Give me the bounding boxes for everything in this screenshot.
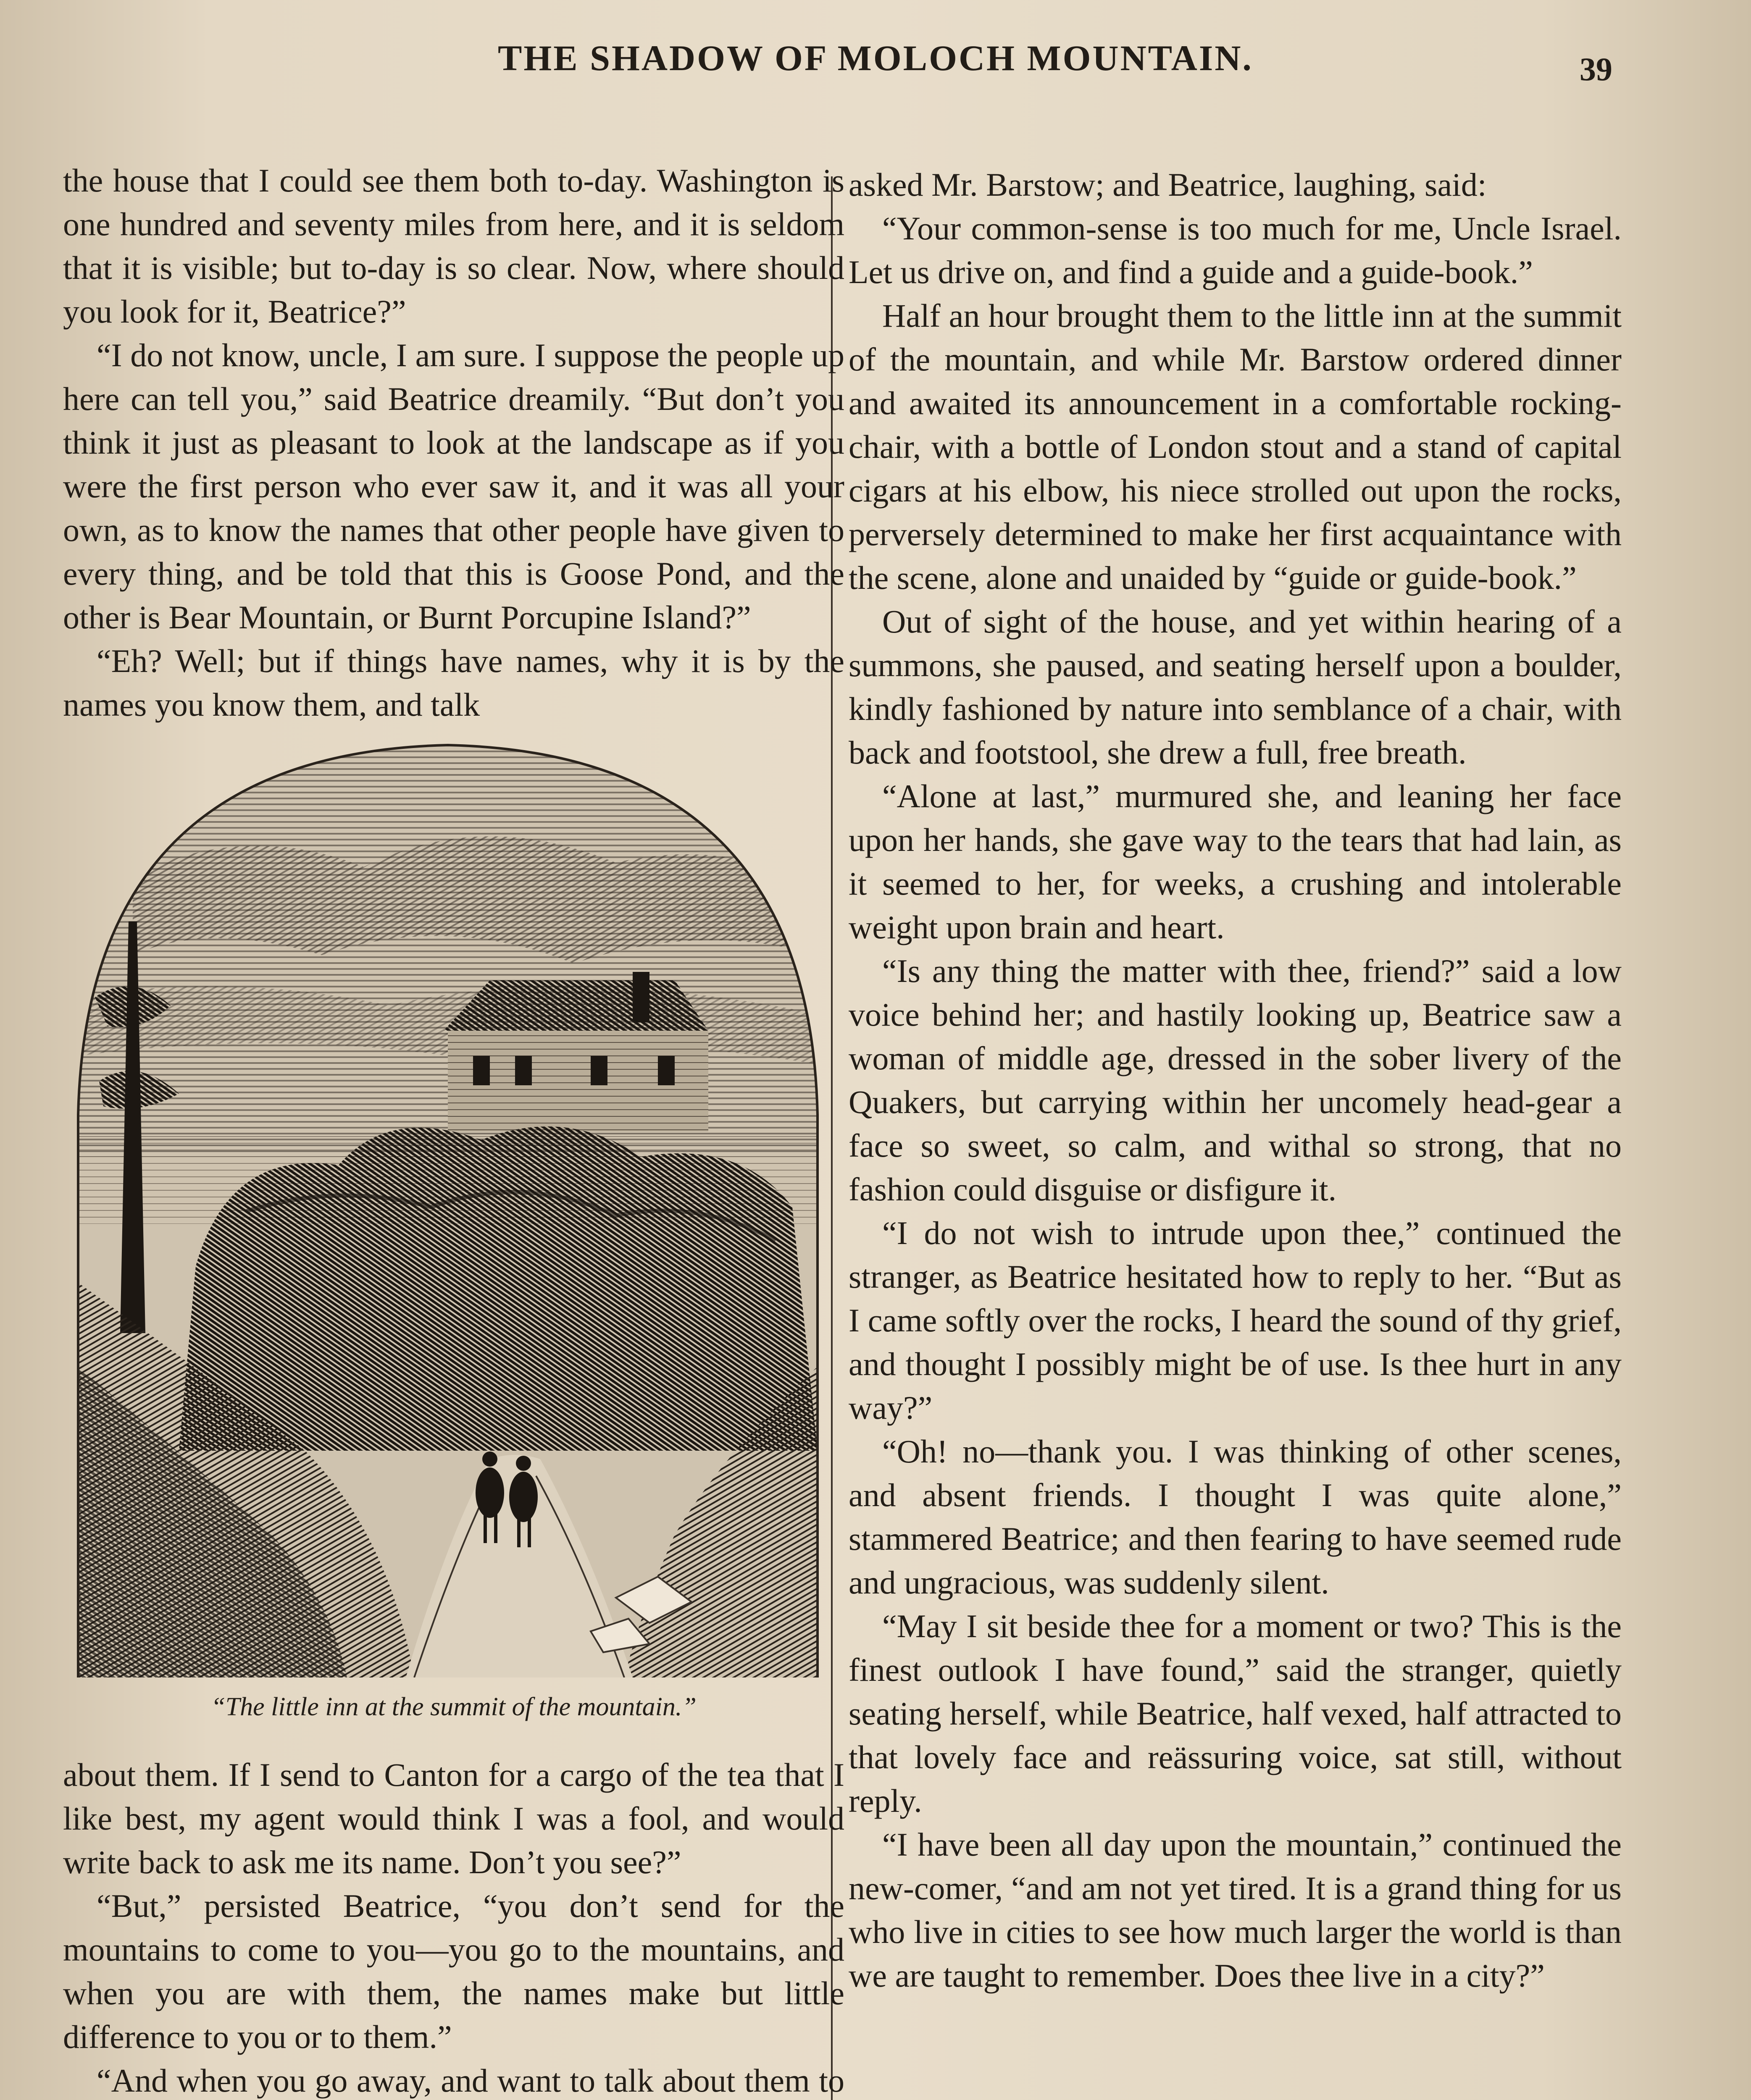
paragraph: “May I sit beside thee for a moment or two? This is the finest outlook I have found,” said the stranger, quietly seating herself, while Beatrice, half vexed, half attracted to that lovely face and reässuring voice, sat still, without reply. (849, 1608, 1622, 1819)
paragraph: “I do not know, uncle, I am sure. I suppose the people up here can tell you,” said Beatrice dreamily. “But don’t you think it just as pleasant to look at the landscape as if you were the first person who ever saw it, and it was all your own, as to know the names that other people have given to every thing, and be told that this is Goose Pond, and the other is Bear Mountain, or Burnt Porcupine Island?” (63, 337, 844, 635)
page-number: 39 (1580, 51, 1612, 87)
paragraph: about them. If I send to Canton for a cargo of the tea that I like best, my agent would think I was a fool, and would write back to ask me its name. Don’t you see?” (63, 1756, 844, 1880)
paragraph: asked Mr. Barstow; and Beatrice, laughing, said: (849, 166, 1487, 203)
paragraph: the house that I could see them both to-day. Washington is one hundred and seventy miles from here, and it is seldom that it is visible; but to-day is so clear. Now, where should you look for it, Beatrice?” (63, 162, 844, 330)
paragraph: “Alone at last,” murmured she, and leaning her face upon her hands, she gave way to the tears that had lain, as it seemed to her, for weeks, a crushing and intolerable weight upon brain and heart. (849, 778, 1622, 945)
paragraph: “But,” persisted Beatrice, “you don’t send for the mountains to come to you—you go to the mountains, and when you are with them, the names make but little difference to you or to them.” (63, 1887, 844, 2055)
paragraph: “And when you go away, and want to talk about them to (97, 2062, 844, 2099)
paragraph: Out of sight of the house, and yet within hearing of a summons, she paused, and seating herself upon a boulder, kindly fashioned by nature into semblance of a chair, with back and footstool, she drew a full, free breath. (849, 603, 1622, 771)
paragraph: “Oh! no—thank you. I was thinking of other scenes, and absent friends. I thought I was quite alone,” stammered Beatrice; and then fearing to have seemed rude and ungracious, was suddenly silent. (849, 1433, 1622, 1601)
illustration-caption: “The little inn at the summit of the mountain.” (211, 1693, 697, 1721)
left-column (63, 159, 844, 2100)
paragraph: “Your common-sense is too much for me, Uncle Israel. Let us drive on, and find a guide and a guide-book.” (849, 210, 1622, 290)
right-column (849, 163, 1622, 1998)
paragraph: “I do not wish to intrude upon thee,” continued the stranger, as Beatrice hesitated how to reply to her. “But as I came softly over the rocks, I heard the sound of thy grief, and thought I possibly might be of use. Is thee hurt in any way?” (849, 1215, 1622, 1426)
paragraph: “Eh? Well; but if things have names, why it is by the names you know them, and talk (63, 643, 844, 723)
paragraph: “Is any thing the matter with thee, friend?” said a low voice behind her; and hastily looking up, Beatrice saw a woman of middle age, dressed in the sober livery of the Quakers, but carrying within her uncomely head-gear a face so sweet, so calm, and withal so strong, that no fashion could disguise or disfigure it. (849, 953, 1622, 1208)
paragraph: Half an hour brought them to the little inn at the summit of the mountain, and while Mr. Barstow ordered dinner and awaited its announcement in a comfortable rocking-chair, with a bottle of London stout and a stand of capital cigars at his elbow, his niece strolled out upon the rocks, perversely determined to make her first acquaintance with the scene, alone and unaided by “guide or guide-book.” (849, 297, 1622, 596)
running-head: THE SHADOW OF MOLOCH MOUNTAIN. (498, 38, 1253, 78)
paragraph: “I have been all day upon the mountain,” continued the new-comer, “and am not yet tired. It is a grand thing for us who live in cities to see how much larger the world is than we are taught to remember. Does thee live in a city?” (849, 1826, 1622, 1994)
engraving-illustration (70, 737, 826, 1677)
